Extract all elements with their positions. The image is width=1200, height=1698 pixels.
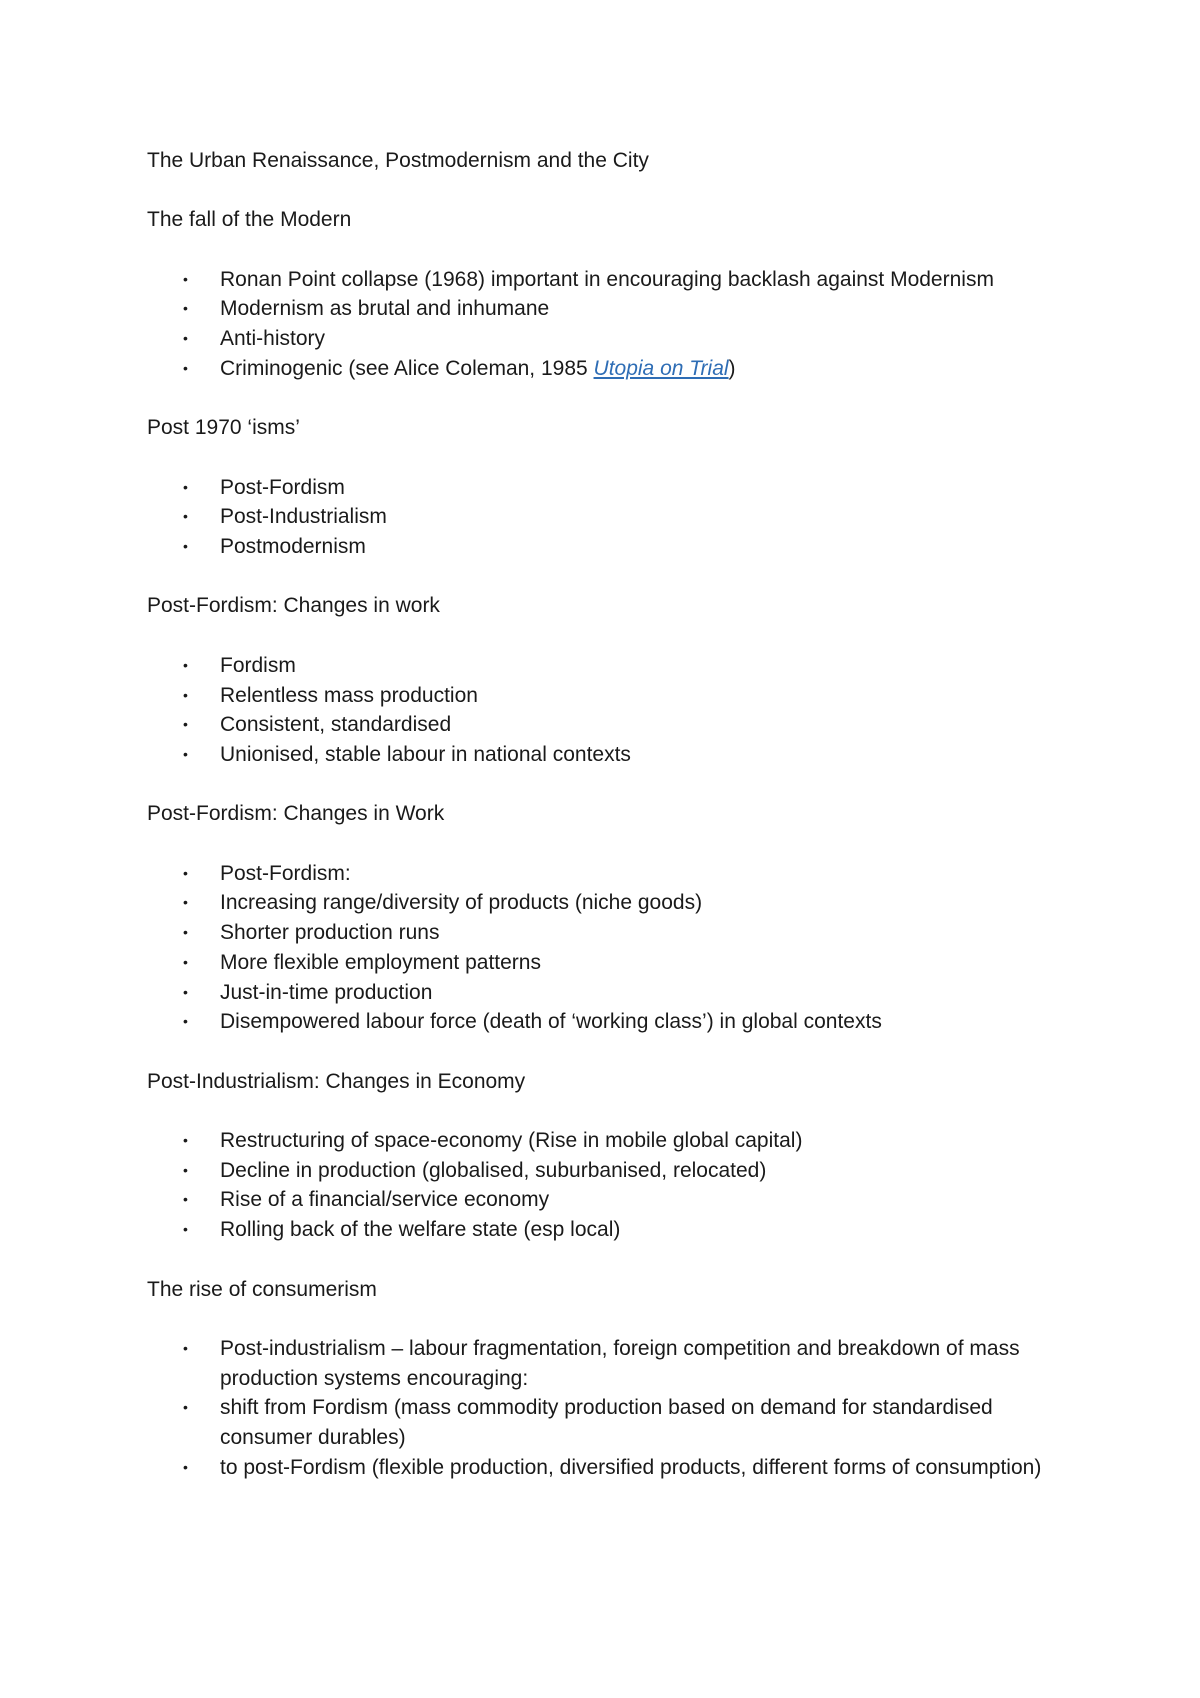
bullet-list-changes-in-work-2 [147,859,1067,1037]
bullet-list-fall-of-modern [147,265,1067,384]
bullet-icon: • [183,1191,188,1208]
list-item [147,354,1067,384]
bullet-icon: • [183,1132,188,1149]
bullet-list-changes-in-work [147,651,1067,770]
list-item: • Consistent, standardised [147,710,1067,740]
bullet-icon: • [183,716,188,733]
section-heading-post-1970-isms: Post 1970 ‘isms’ [147,416,300,440]
list-item: • More flexible employment patterns [147,948,1067,978]
bullet-icon: • [183,1161,188,1178]
bullet-icon: • [183,656,188,673]
list-item: • Post-Industrialism [147,502,1067,532]
bullet-icon: • [183,1458,188,1475]
bullet-icon: • [183,953,188,970]
bullet-icon: • [183,270,188,287]
bullet-icon: • [183,1399,188,1416]
list-item: • Relentless mass production [147,681,1067,711]
list-item: • Restructuring of space-economy (Rise in mobile global capital) [147,1126,1067,1156]
bullet-icon: • [183,1013,188,1030]
bullet-icon: • [183,924,188,941]
list-item: • Anti-history [147,324,1067,354]
bullet-icon: • [183,894,188,911]
list-item: • Post-Fordism [147,473,1067,503]
list-item: • Unionised, stable labour in national contexts [147,740,1067,770]
list-item: • Rolling back of the welfare state (esp local) [147,1215,1067,1245]
section-heading-changes-in-work: Post-Fordism: Changes in work [147,594,440,618]
list-item: • Post-industrialism – labour fragmentation, foreign competition and breakdown of mass production systems encouraging: [147,1334,1067,1393]
item-text-prefix: Criminogenic (see Alice Coleman, 1985 [220,356,594,380]
bullet-icon: • [183,1339,188,1356]
list-item: • Just-in-time production [147,978,1067,1008]
bullet-icon: • [183,508,188,525]
list-item: • to post-Fordism (flexible production, diversified products, different forms of consumption) [147,1453,1067,1483]
bullet-list-rise-of-consumerism [147,1334,1067,1483]
section-heading-rise-of-consumerism: The rise of consumerism [147,1277,377,1301]
list-item: • shift from Fordism (mass commodity production based on demand for standardised consumer durables) [147,1393,1067,1452]
list-item: • Increasing range/diversity of products (niche goods) [147,888,1067,918]
section-heading-changes-in-work-2: Post-Fordism: Changes in Work [147,802,445,826]
list-item: • Ronan Point collapse (1968) important in encouraging backlash against Modernism [147,265,1067,295]
bullet-list-post-1970-isms [147,473,1067,562]
bullet-icon: • [183,983,188,1000]
bullet-icon: • [183,330,188,347]
item-text-suffix: ) [728,356,736,380]
bullet-icon: • [183,1221,188,1238]
section-heading-changes-in-economy: Post-Industrialism: Changes in Economy [147,1069,526,1093]
bullet-icon: • [183,686,188,703]
list-item: • Decline in production (globalised, suburbanised, relocated) [147,1156,1067,1186]
document-title: The Urban Renaissance, Postmodernism and the City [147,149,649,172]
bullet-list-changes-in-economy [147,1126,1067,1245]
list-item: • Fordism [147,651,1067,681]
bullet-icon: • [183,478,188,495]
utopia-on-trial-link[interactable]: Utopia on Trial [593,356,729,380]
bullet-icon: • [183,538,188,555]
list-item: • Post-Fordism: [147,859,1067,889]
list-item: • Disempowered labour force (death of ‘working class’) in global contexts [147,1007,1067,1037]
section-heading-fall-of-modern: The fall of the Modern [147,208,352,232]
document-body [147,146,1067,1482]
list-item: • Postmodernism [147,532,1067,562]
list-item: • Shorter production runs [147,918,1067,948]
bullet-icon: • [183,300,188,317]
bullet-icon: • [183,359,188,376]
bullet-icon: • [183,864,188,881]
list-item: • Rise of a financial/service economy [147,1185,1067,1215]
bullet-icon: • [183,745,188,762]
list-item: • Modernism as brutal and inhumane [147,294,1067,324]
